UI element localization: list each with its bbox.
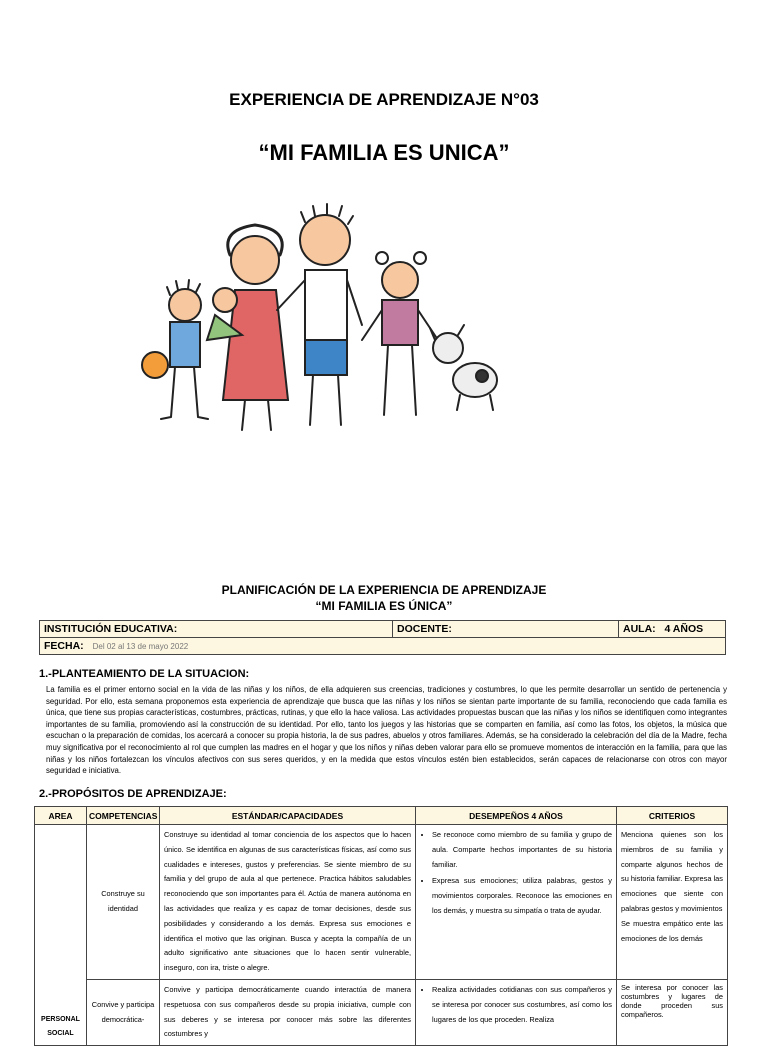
teacher-label: DOCENTE: [393,621,619,638]
table-row [35,979,728,1045]
standard-cell: Convive y participa democráticamente cuando interactúa de manera respetuosa con sus compañeros desde su propia iniciativa, cumple con sus deberes y se interesa por conocer más sobre las diferentes costumbres y [160,979,416,1045]
institution-label: INSTITUCIÓN EDUCATIVA: [40,621,393,638]
header-competences: COMPETENCIAS [87,807,160,825]
criteria-cell: Se interesa por conocer las costumbres y lugares de donde proceden sus compañeros. [617,979,728,1045]
date-label: FECHA: [44,640,84,652]
performance-item: • Realiza actividades cotidianas con sus compañeros y se interesa por conocer sus costumbres, así como los lugares de los que proceden. Realiza [432,983,612,1027]
date-cell [40,638,726,655]
criteria-text: Menciona quienes son los miembros de su familia y comparte algunos hechos de su historia familiar. Expresa las emociones que siente con palabras gestos y movimientos [621,830,723,913]
section1-title: 1.-PLANTEAMIENTO DE LA SITUACION: [39,668,250,680]
performance-item: • Se reconoce como miembro de su familia y grupo de aula. Comparte hechos importantes de su historia familiar. [432,828,612,872]
area-cell: PERSONAL SOCIAL [35,825,87,1046]
criteria-text-2: Se muestra empático ente las emociones de los demás [621,918,723,943]
performance-cell [416,825,617,980]
room-cell [619,621,726,638]
performance-item: • Expresa sus emociones; utiliza palabras, gestos y movimientos corporales. Reconoce las emociones en los demás, y muestra su simpatía o trata de ayudar. [432,874,612,918]
criteria-cell [617,825,728,980]
performance-cell [416,979,617,1045]
header-criteria: CRITERIOS [617,807,728,825]
planning-heading-line1: PLANIFICACIÓN DE LA EXPERIENCIA DE APRENDIZAJE [221,583,547,597]
date-value: Del 02 al 13 de mayo 2022 [92,642,189,651]
info-table [39,620,726,655]
header-standard: ESTÁNDAR/CAPACIDADES [160,807,416,825]
standard-cell: Construye su identidad al tomar conciencia de los aspectos que lo hacen único. Se identifica en algunas de sus características físicas, así como sus cualidades e intereses, gustos y preferencias. Se siente miembro de su familia y del grupo de aula al que pertenece. Practica hábitos saludables reconociendo que son importantes para él. Actúa de manera autónoma en las actividades que realiza y es capaz de tomar decisiones, desde sus posibilidades y considerando a los demás. Expresa sus emociones e identifica el motivo que las originan. Busca y acepta la compañía de un adulto significativo ante situaciones que lo hacen sentir vulnerable, inseguro, con ira, triste o alegre. [160,825,416,980]
room-value: 4 AÑOS [664,623,704,635]
section2-title: 2.-PROPÓSITOS DE APRENDIZAJE: [39,788,227,800]
family-illustration [130,200,510,440]
competence-cell: Convive y participa democrática- [87,979,160,1045]
purposes-table [34,806,728,1046]
document-subtitle: “MI FAMILIA ES UNICA” [258,140,510,165]
document-title: EXPERIENCIA DE APRENDIZAJE N°03 [229,90,539,109]
situation-paragraph: La familia es el primer entorno social en la vida de las niñas y los niños, de ella adquieren sus creencias, tradiciones y costumbres, lo que les permite desarrollar un sentido de pertenencia y seguridad. Por ello, esta semana proponemos esta experiencia de aprendizaje que busca que las niñas y los niños se sientan parte importante de su familia, reconociendo que cada familia es única, que tiene sus propias características, costumbres, prácticas, rutinas, y que ello la hace valiosa. Las actividades propuestas buscan que las niñas y los niños se identifiquen como integrantes importantes de su familia, promoviendo así la construcción de su identidad. Por ello, tanto los juegos y las historias que se comparten en familia, así como las fotos, los objetos, la música que escuchan o la preparación de comidas, los acercará a conocer su propia historia, la de sus padres, abuelos y otros familiares. Además, se ha considerado la celebración del día de la Madre, fecha muy significativa por el reconocimiento al rol que cumplen las madres en el hogar y que los niños y niñas deben valorar para ello se promueve momentos de interacción en la familia, para que las niñas y los niños fortalezcan los vínculos afectivos con sus seres queridos, y en la medida que estos vínculos estén bien establecidos, serán capaces de relacionarse con otros con mayor seguridad e iniciativa. [46,685,727,776]
planning-heading [0,582,768,614]
competence-cell: Construye su identidad [87,825,160,980]
header-area: AREA [35,807,87,825]
table-row [35,825,728,980]
header-performance: DESEMPEÑOS 4 AÑOS [416,807,617,825]
planning-heading-line2: “MI FAMILIA ES ÚNICA” [315,599,453,613]
room-label: AULA: [623,623,656,635]
